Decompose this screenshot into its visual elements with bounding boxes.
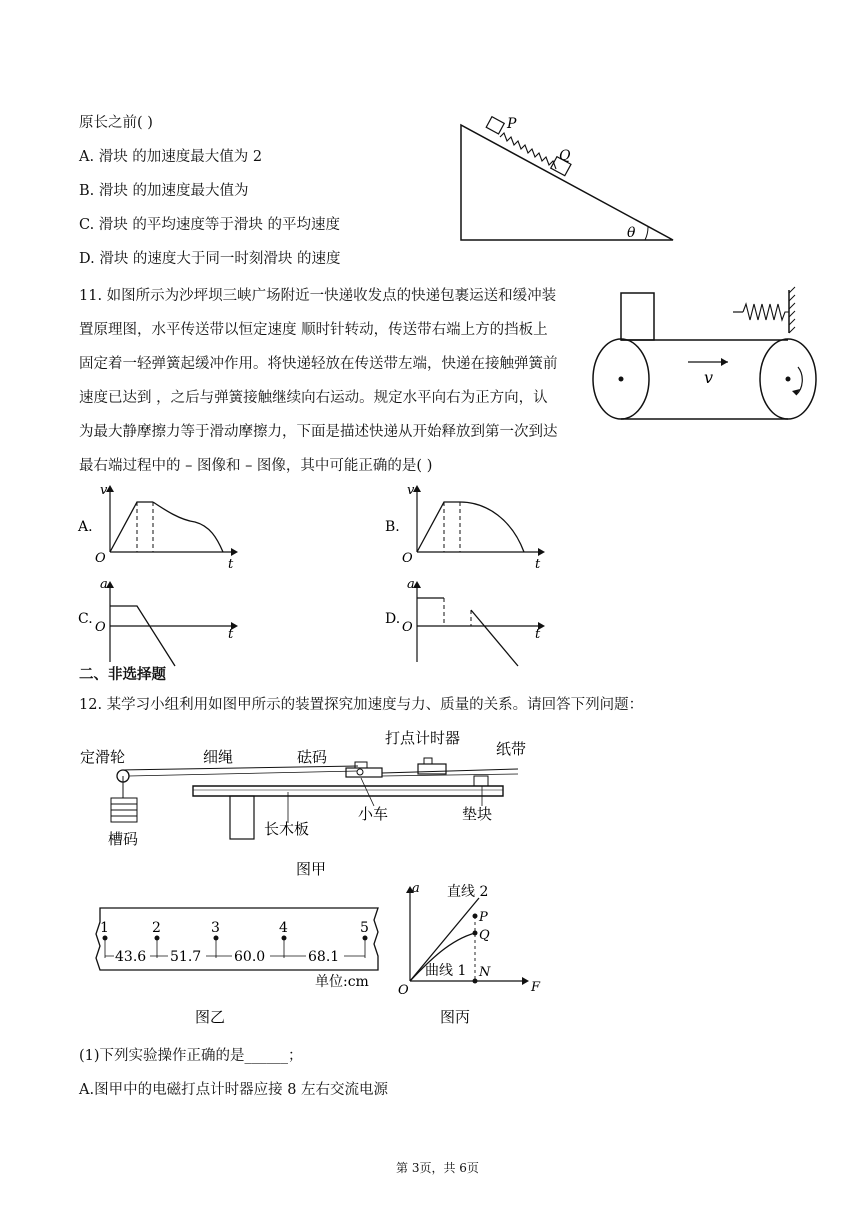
point-4: 4 bbox=[279, 920, 288, 936]
point-n: N bbox=[479, 965, 491, 980]
graph-a-label: A. bbox=[78, 519, 93, 535]
apparatus-figure bbox=[78, 728, 527, 883]
graph-b-x: t bbox=[535, 557, 541, 572]
label-curve1: 曲线 1 bbox=[425, 963, 467, 979]
label-timer: 打点计时器 bbox=[385, 729, 461, 747]
q11-line-1: 11. 如图所示为沙坪坝三峡广场附近一快递收发点的快递包裹运送和缓冲装 bbox=[79, 288, 557, 304]
label-v: v bbox=[704, 368, 714, 387]
label-board: 长木板 bbox=[264, 820, 310, 838]
graph-b-label: B. bbox=[385, 519, 400, 535]
conveyor-figure bbox=[588, 285, 823, 425]
label-line2: 直线 2 bbox=[447, 884, 489, 900]
distance-3-4: 60.0 bbox=[234, 949, 266, 965]
graph-c-y: a bbox=[100, 577, 108, 592]
q10-lead: 原长之前( ) bbox=[79, 115, 153, 131]
distance-4-5: 68.1 bbox=[308, 949, 340, 965]
q12-sub1: (1)下列实验操作正确的是______； bbox=[79, 1048, 303, 1064]
q10-option-d: D. 滑块 的速度大于同一时刻滑块 的速度 bbox=[79, 251, 341, 267]
graph-c bbox=[75, 574, 245, 666]
graph-d-y: a bbox=[407, 577, 415, 592]
caption-bing: 图丙 bbox=[440, 1008, 471, 1026]
incline-figure bbox=[455, 110, 680, 250]
graph-a-y: v bbox=[100, 483, 108, 498]
q10-option-a: A. 滑块 的加速度最大值为 2 bbox=[79, 149, 263, 165]
point-2: 2 bbox=[152, 920, 161, 936]
graph-c-x: t bbox=[228, 627, 234, 642]
distance-2-3: 51.7 bbox=[170, 949, 202, 965]
graph-b-y: v bbox=[407, 483, 415, 498]
graph-d-x: t bbox=[535, 627, 541, 642]
label-hook: 槽码 bbox=[108, 830, 139, 848]
axis-f: F bbox=[531, 980, 541, 995]
graph-c-label: C. bbox=[78, 611, 93, 627]
graph-a bbox=[75, 480, 245, 570]
q11-line-4: 速度已达到 ，之后与弹簧接触继续向右运动。规定水平向右为正方向，认 bbox=[79, 390, 548, 406]
distance-1-2: 43.6 bbox=[115, 949, 147, 965]
caption-yi: 图乙 bbox=[195, 1008, 226, 1026]
point-q: Q bbox=[479, 928, 490, 943]
graph-d bbox=[382, 574, 552, 666]
graph-a-o: O bbox=[95, 551, 106, 566]
q10-option-b: B. 滑块 的加速度最大值为 bbox=[79, 183, 249, 199]
q11-line-3: 固定着一轻弹簧起缓冲作用。将快递轻放在传送带左端，快递在接触弹簧前 bbox=[79, 356, 558, 372]
label-cart: 小车 bbox=[358, 805, 389, 823]
section-title: 二、非选择题 bbox=[79, 666, 166, 683]
page-footer: 第 3页，共 6页 bbox=[396, 1161, 479, 1175]
graph-b bbox=[382, 480, 552, 570]
label-theta: θ bbox=[627, 225, 636, 241]
caption-jia: 图甲 bbox=[296, 860, 327, 878]
graph-d-label: D. bbox=[385, 611, 401, 627]
point-p: P bbox=[479, 910, 488, 925]
point-1: 1 bbox=[100, 920, 109, 936]
graph-d-o: O bbox=[402, 620, 413, 635]
origin-o: O bbox=[398, 983, 409, 998]
graph-c-o: O bbox=[95, 620, 106, 635]
label-q: Q bbox=[559, 148, 571, 164]
tape-unit: 单位:cm bbox=[315, 974, 369, 990]
label-weights: 砝码 bbox=[297, 748, 328, 766]
q11-line-5: 为最大静摩擦力等于滑动摩擦力，下面是描述快递从开始释放到第一次到达 bbox=[79, 424, 558, 440]
q11-line-6: 最右端过程中的 – 图像和 – 图像，其中可能正确的是( ) bbox=[79, 458, 433, 474]
tape-figure bbox=[88, 900, 388, 1030]
q12-stem: 12. 某学习小组利用如图甲所示的装置探究加速度与力、质量的关系。请回答下列问题： bbox=[79, 697, 644, 713]
axis-a: a bbox=[412, 881, 420, 896]
label-p: P bbox=[507, 116, 517, 132]
q11-line-2: 置原理图，水平传送带以恒定速度 顺时针转动，传送带右端上方的挡板上 bbox=[79, 322, 548, 338]
q10-option-c: C. 滑块 的平均速度等于滑块 的平均速度 bbox=[79, 217, 341, 233]
label-block: 垫块 bbox=[462, 805, 493, 823]
label-rope: 细绳 bbox=[203, 748, 234, 766]
point-5: 5 bbox=[360, 920, 369, 936]
label-pulley: 定滑轮 bbox=[80, 748, 126, 766]
q12-option-a: A.图甲中的电磁打点计时器应接 8 左右交流电源 bbox=[79, 1082, 389, 1098]
label-tape: 纸带 bbox=[496, 740, 527, 758]
point-3: 3 bbox=[211, 920, 220, 936]
graph-a-x: t bbox=[228, 557, 234, 572]
graph-b-o: O bbox=[402, 551, 413, 566]
a-f-graph bbox=[395, 878, 545, 1030]
